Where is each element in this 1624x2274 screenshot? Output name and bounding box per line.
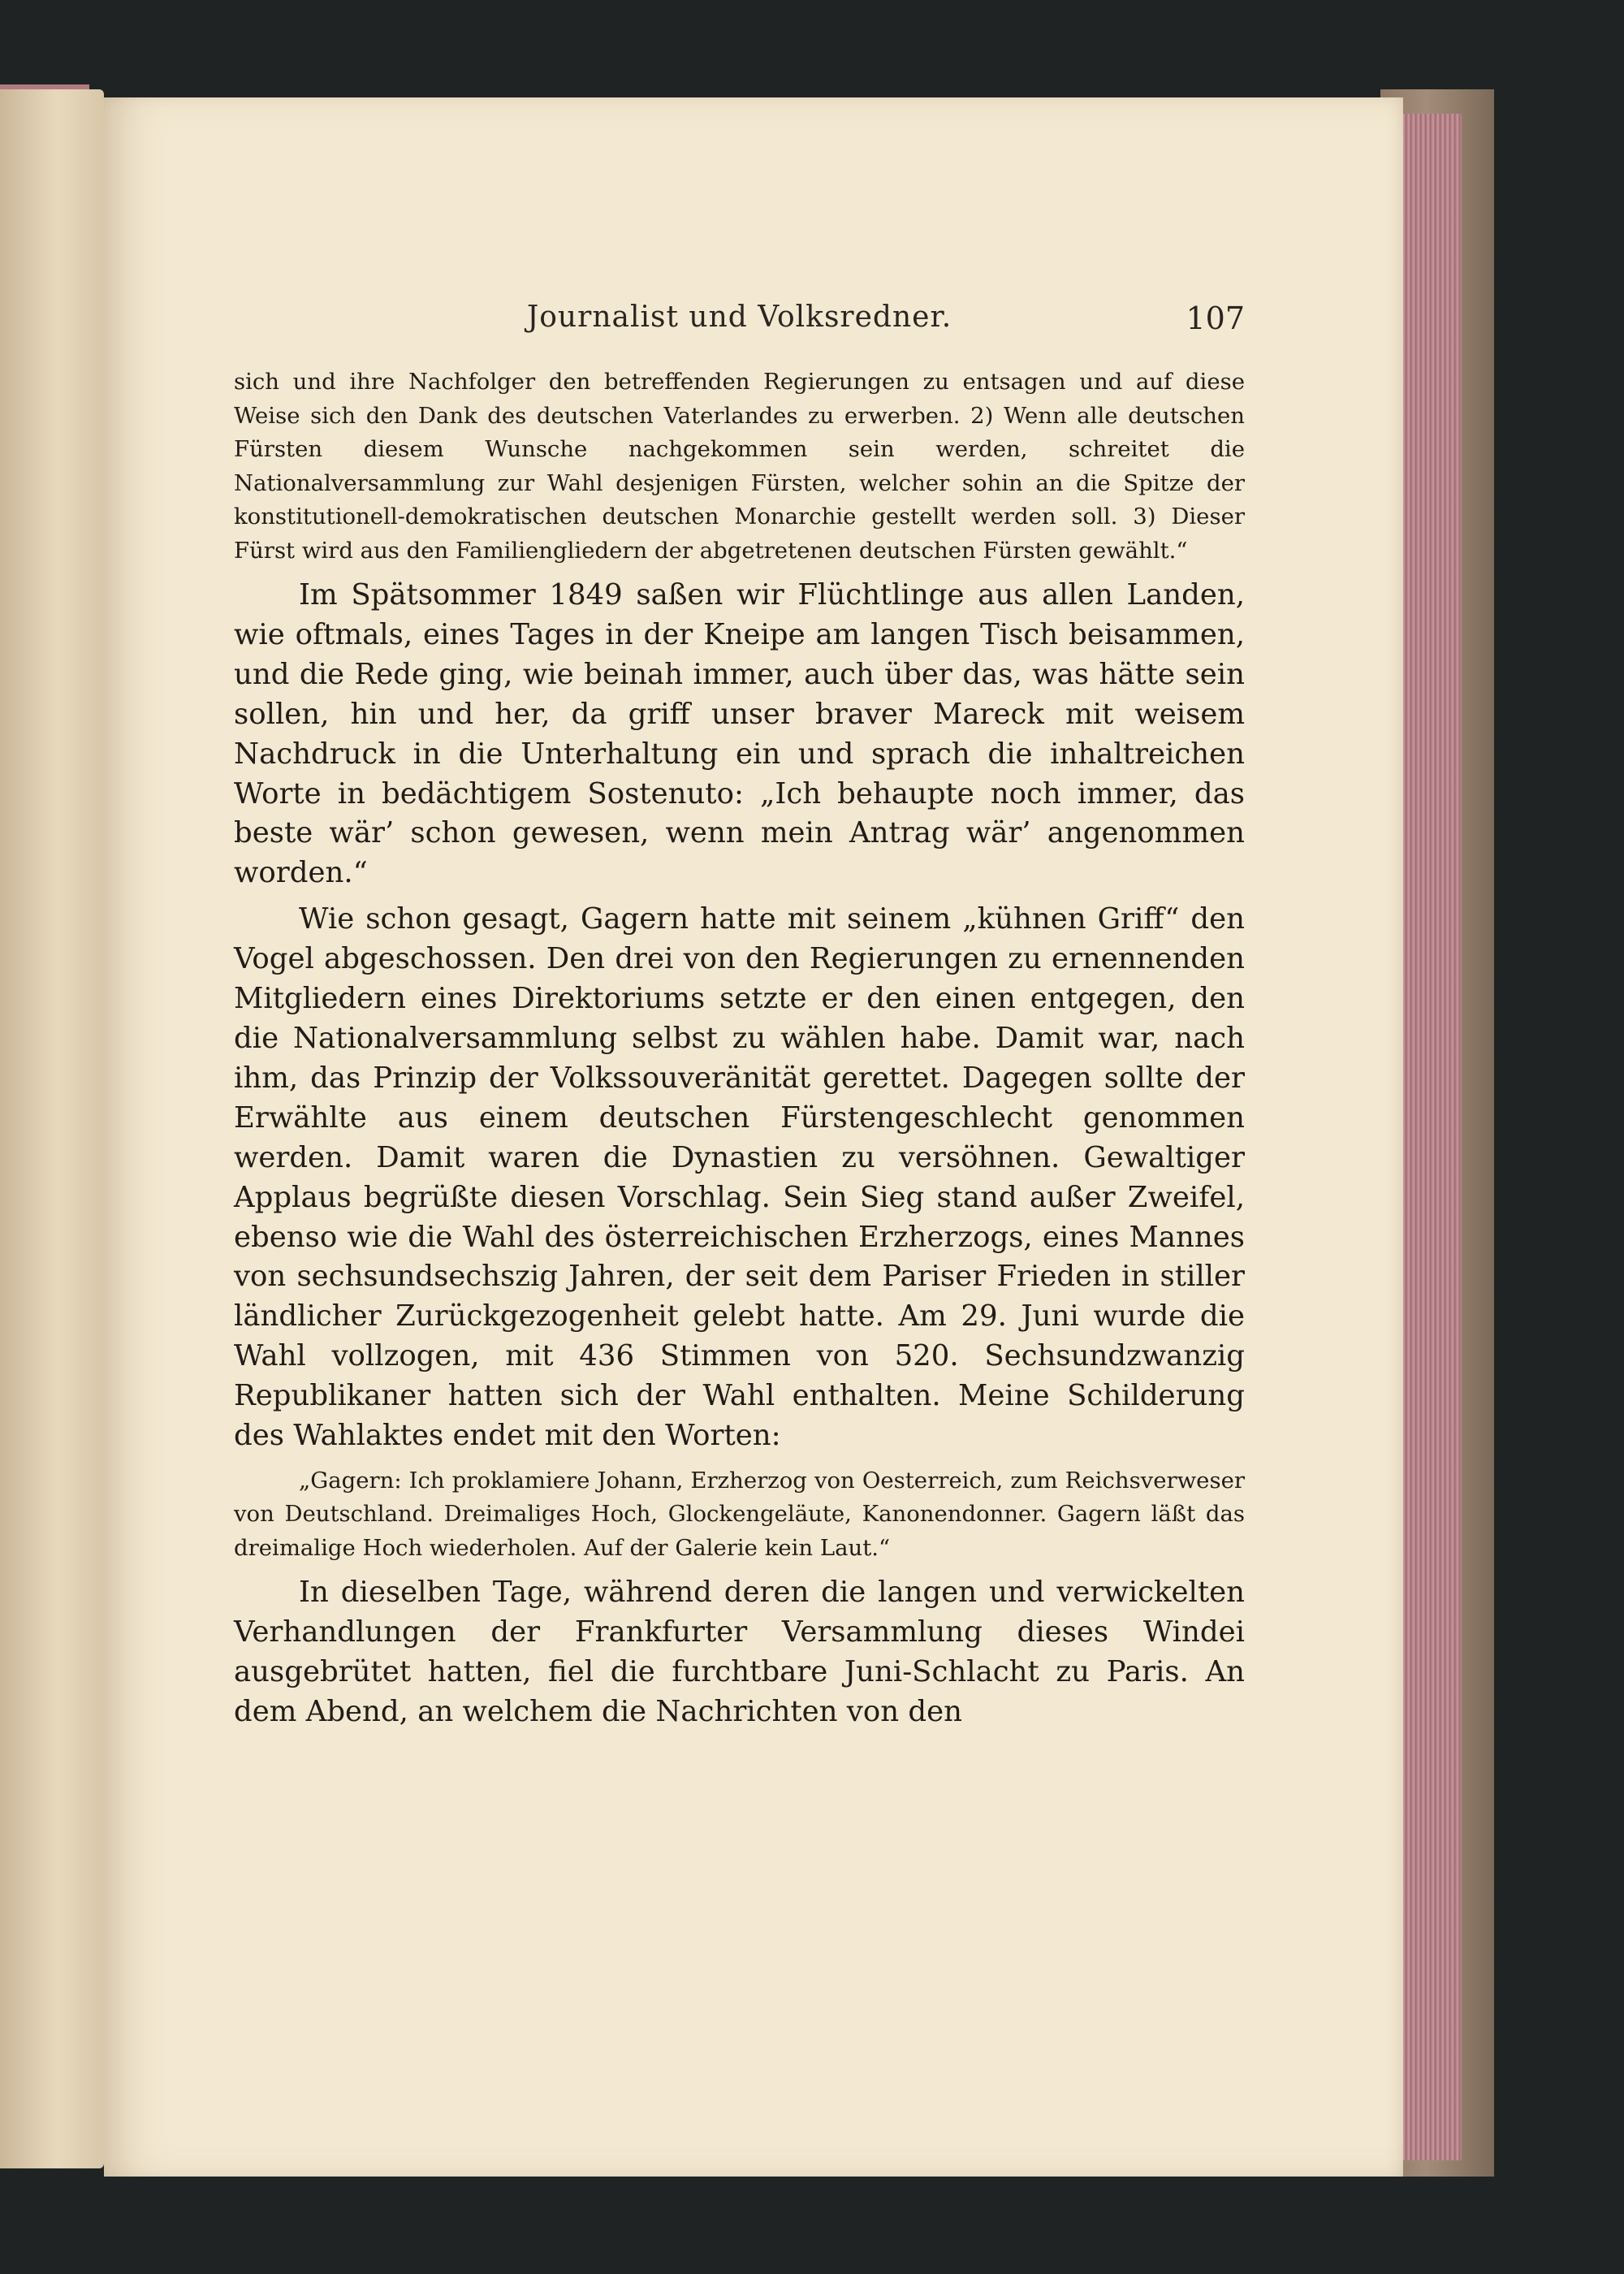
paragraph-gagern: Wie schon gesagt, Gagern hatte mit seinem „kühnen Griff“ den Vogel abgeschossen. Den drei von den Regierungen zu ernennenden Mitgliedern eines Direktoriums setzte er den einen entgegen, den die Nationalversammlung selbst zu wählen habe. Damit war, nach ihm, das Prinzip der Volkssouveränität gerettet. Dagegen sollte der Erwählte aus einem deutschen Fürstengeschlecht genommen werden. Damit waren die Dynastien zu versöhnen. Gewaltiger Applaus begrüßte diesen Vorschlag. Sein Sieg stand außer Zweifel, ebenso wie die Wahl des österreichischen Erzherzogs, eines Mannes von sechsundsechszig Jahren, der seit dem Pariser Frieden in stiller ländlicher Zurückgezogenheit gelebt hatte. Am 29. Juni wurde die Wahl vollzogen, mit 436 Stimmen von 520. Sechsundzwanzig Republikaner hatten sich der Wahl enthalten. Meine Schilderung des Wahlaktes endet mit den Worten: — [234, 902, 1245, 1453]
quote-continuation: sich und ihre Nachfolger den betreffenden Regierungen zu entsagen und auf diese Weise sich den Dank des deutschen Vaterlandes zu erwerben. 2) Wenn alle deutschen Fürsten diesem Wunsche nachgekommen sein werden, schreitet die Nationalversammlung zur Wahl desjenigen Fürsten, welcher sohin an die Spitze der konstitutionell-demokratischen deutschen Monarchie gestellt werden soll. 3) Dieser Fürst wird aus den Familiengliedern der abgetretenen deutschen Fürsten gewählt.“ — [234, 369, 1245, 564]
quote-gagern-proclamation: „Gagern: Ich proklamiere Johann, Erzherzog von Oesterreich, zum Reichsverweser von Deutschland. Dreimaliges Hoch, Glockengeläute, Kanonendonner. Gagern läßt das dreimalige Hoch wiederholen. Auf der Galerie kein Laut.“ — [234, 1467, 1245, 1561]
paragraph-spaetsommer: Im Spätsommer 1849 saßen wir Flüchtlinge aus allen Landen, wie oftmals, eines Tages in der Kneipe am langen Tisch beisammen, und die Rede ging, wie beinah immer, auch über das, was hätte sein sollen, hin und her, da griff unser braver Mareck mit weisem Nachdruck in die Unterhaltung ein und sprach die inhaltreichen Worte in bedächtigem Sostenuto: „Ich behaupte noch immer, das beste wär’ schon gewesen, wenn mein Antrag wär’ angenommen worden.“ — [234, 578, 1245, 890]
page-number: 107 — [1186, 300, 1245, 336]
left-page — [0, 89, 104, 2168]
running-title: Journalist und Volksredner. — [526, 300, 952, 334]
page-stack-edge — [1397, 114, 1462, 2160]
paragraph-juni-schlacht: In dieselben Tage, während deren die langen und verwickelten Verhandlungen der Frankfurter Versammlung dieses Windei ausgebrütet hatten, fiel die furchtbare Juni-Schlacht zu Paris. An dem Abend, an welchem die Nachrichten von den — [234, 1576, 1245, 1729]
running-header — [234, 300, 1245, 349]
book-page — [104, 97, 1403, 2177]
text-block — [234, 365, 1245, 1732]
